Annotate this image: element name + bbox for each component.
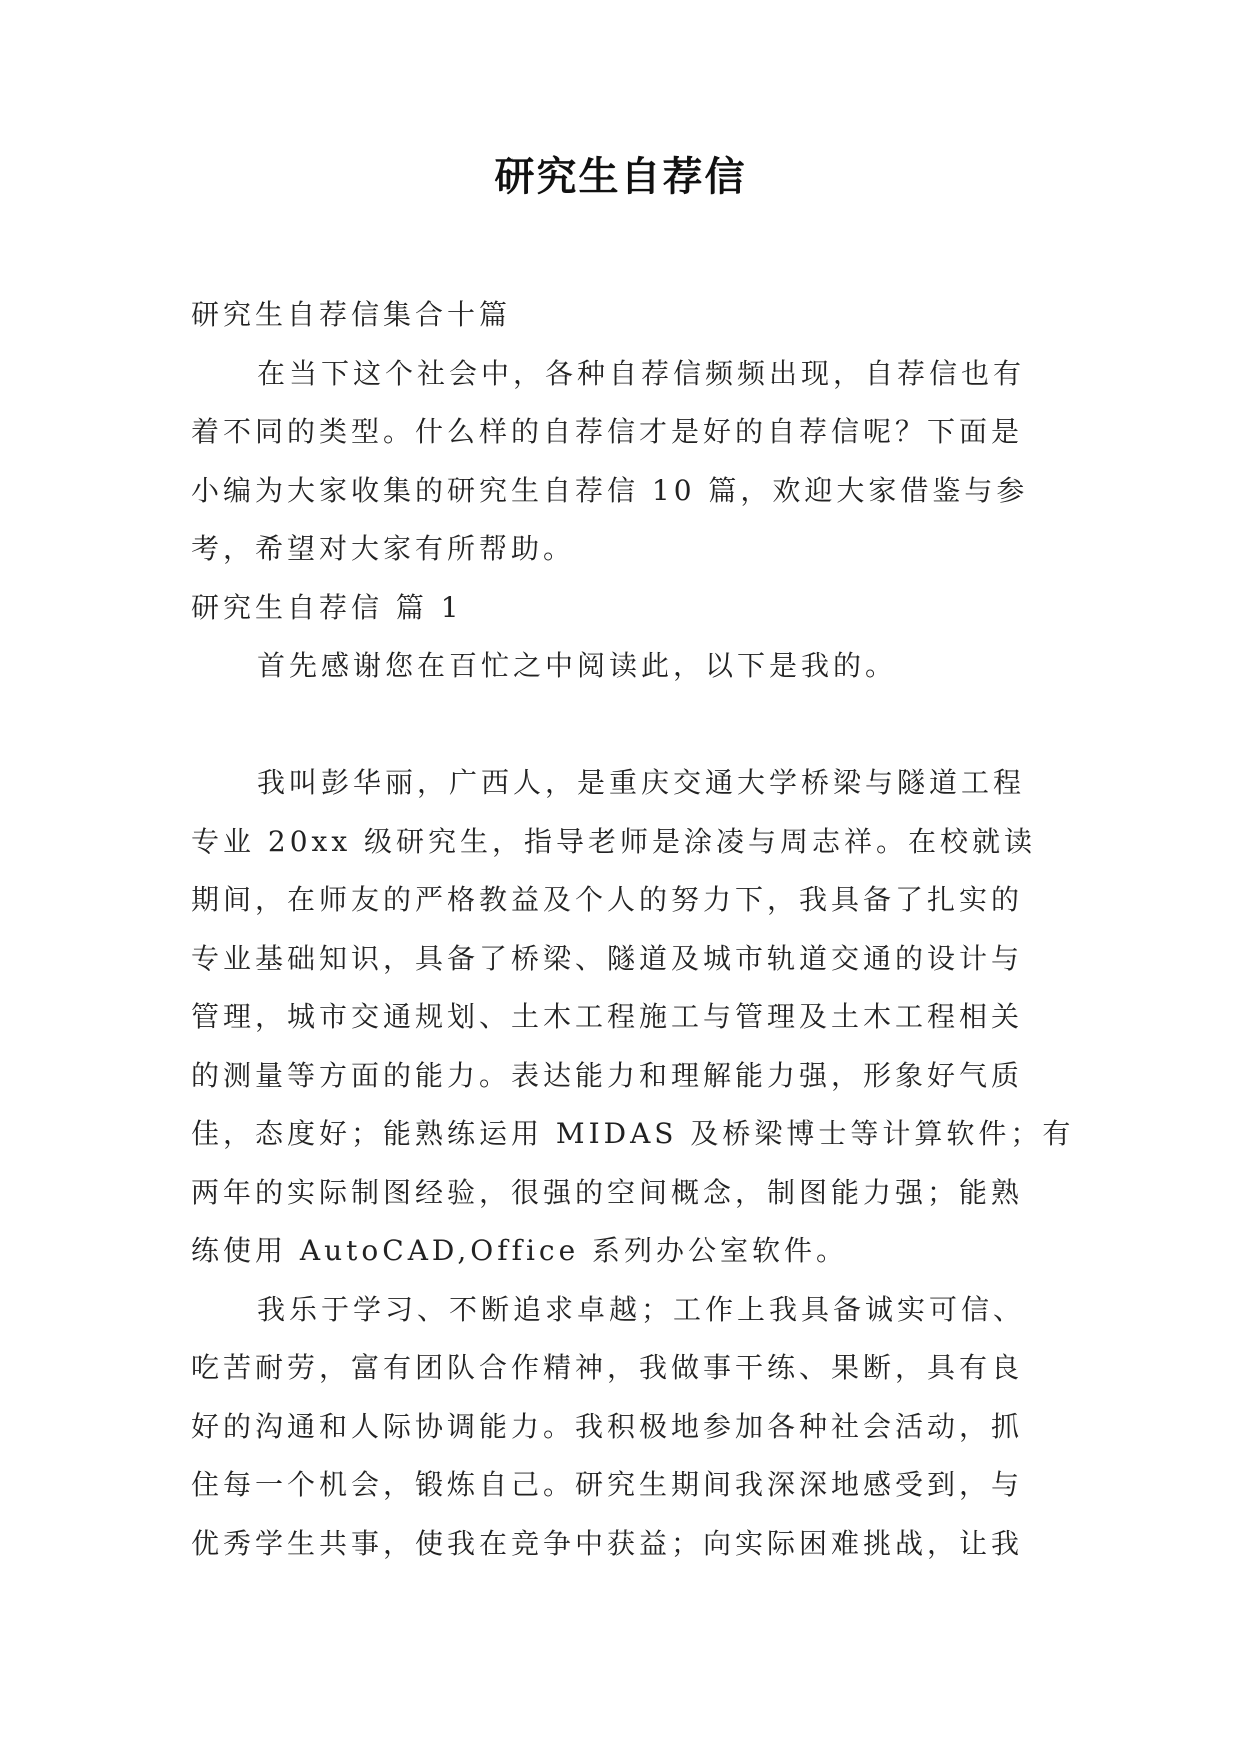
paragraph-line: 首先感谢您在百忙之中阅读此，以下是我的。: [257, 649, 898, 682]
paragraph-line: 专业基础知识，具备了桥梁、隧道及城市轨道交通的设计与: [191, 941, 1024, 975]
paragraph-line: 期间，在师友的严格教益及个人的努力下，我具备了扎实的: [191, 883, 1024, 916]
document-title: 研究生自荐信: [494, 153, 747, 200]
paragraph-line: 住每一个机会，锻炼自己。研究生期间我深深地感受到，与: [191, 1468, 1024, 1501]
paragraph-line: 两年的实际制图经验，很强的空间概念，制图能力强；能熟: [191, 1175, 1024, 1209]
paragraph-line: 专业 20xx 级研究生，指导老师是涂凌与周志祥。在校就读: [191, 824, 1037, 858]
paragraph-line: 着不同的类型。什么样的自荐信才是好的自荐信呢？下面是: [191, 415, 1024, 448]
paragraph-line: 我乐于学习、不断追求卓越；工作上我具备诚实可信、: [257, 1292, 1026, 1326]
paragraph-line: 优秀学生共事，使我在竞争中获益；向实际困难挑战，让我: [191, 1526, 1024, 1560]
paragraph-line: 我叫彭华丽，广西人，是重庆交通大学桥梁与隧道工程: [257, 766, 1026, 799]
paragraph-line: 佳，态度好；能熟练运用 MIDAS 及桥梁博士等计算软件；有: [191, 1117, 1075, 1150]
paragraph-line: 吃苦耐劳，富有团队合作精神，我做事干练、果断，具有良: [191, 1351, 1024, 1384]
document-body: [191, 286, 1075, 1573]
blank-line: [191, 696, 1061, 755]
paragraph-line: 的测量等方面的能力。表达能力和理解能力强，形象好气质: [191, 1058, 1024, 1092]
paragraph-line: 在当下这个社会中，各种自荐信频频出现，自荐信也有: [257, 356, 1026, 390]
document-subtitle: 研究生自荐信集合十篇: [191, 298, 512, 331]
paragraph-line: 练使用 AutoCAD,Office 系列办公室软件。: [191, 1234, 849, 1267]
paragraph-line: 管理，城市交通规划、土木工程施工与管理及土木工程相关: [191, 1000, 1024, 1033]
paragraph-line: 考，希望对大家有所帮助。: [191, 532, 576, 565]
paragraph-line: 好的沟通和人际协调能力。我积极地参加各种社会活动，抓: [191, 1409, 1024, 1443]
paragraph-line: 小编为大家收集的研究生自荐信 10 篇，欢迎大家借鉴与参: [191, 473, 1029, 507]
section-heading: 研究生自荐信 篇 1: [191, 590, 463, 624]
